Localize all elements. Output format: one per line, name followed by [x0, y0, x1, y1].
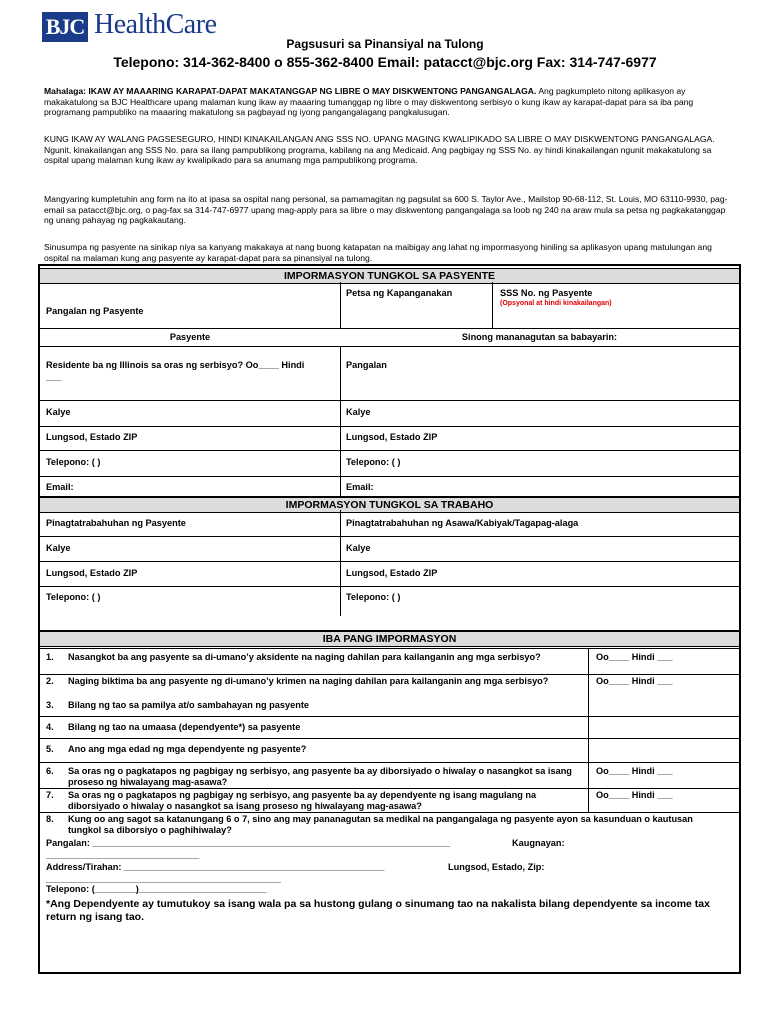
patient-email-label[interactable]: Email: — [46, 482, 74, 492]
intro-p1-text: Ang pagkumpleto nitong aplikasyon ay makakatulong sa BJC Healthcare upang malaman kung ikaw ay maaaring tumanggap ng libre o may diskwentong serbisyo o kung ikaw ay karapat-dapat para sa iba pang programang pampubliko na maaaring makatulong sa pagbayad ng iyong pangangalagang pangkalusugan. — [44, 86, 694, 118]
spouse-employer-street-label[interactable]: Kalye — [346, 543, 371, 553]
question-6: Sa oras ng o pagkatapos ng pagbigay ng serbisyo, ang pasyente ba ay diborsiyado o hiwalay o nasangkot sa isang proseso ng hiwalayang mag-asawa? — [68, 766, 572, 787]
question-8-number: 8. — [46, 814, 54, 824]
dob-label: Petsa ng Kapanganakan — [346, 288, 453, 298]
question-4[interactable]: Bilang ng tao na umaasa (dependyente*) sa pasyente — [68, 722, 301, 732]
guarantor-city-label[interactable]: Lungsod, Estado ZIP — [346, 432, 438, 442]
spouse-employer-phone-label[interactable]: Telepono: ( ) — [346, 592, 401, 602]
employer-street-label[interactable]: Kalye — [46, 543, 71, 553]
guarantor-name-label[interactable]: Pangalan — [346, 360, 387, 370]
logo-mark: BJC — [42, 12, 88, 42]
employer-phone-label[interactable]: Telepono: ( ) — [46, 592, 101, 602]
question-6-number: 6. — [46, 766, 54, 776]
dependent-footnote: *Ang Dependyente ay tumutukoy sa isang wala pa sa hustong gulang o sinumang tao na nakalista bilang dependyente sa income tax return ng isang tao. — [46, 898, 710, 923]
form-title: Pagsusuri sa Pinansiyal na Tulong — [286, 37, 484, 51]
question-7: Sa oras ng o pagkatapos ng pagbigay ng serbisyo, ang pasyente ba ay dependyente ng isang magulang na diborsiyado o hiwalay o nasangkot sa isang proseso ng hiwalayang mag-asawa? — [68, 790, 537, 811]
question-5[interactable]: Ano ang mga edad ng mga dependyente ng pasyente? — [68, 744, 307, 754]
column-patient-label: Pasyente — [169, 332, 211, 342]
other-info-section-heading: IBA PANG IMPORMASYON — [40, 630, 739, 647]
spouse-employer-city-label[interactable]: Lungsod, Estado ZIP — [346, 568, 438, 578]
question-1-number: 1. — [46, 652, 54, 662]
column-guarantor-label: Sinong mananagutan sa babayarin: — [461, 332, 618, 342]
ssn-optional-note: (Opsyonal at hindi kinakailangan) — [500, 300, 612, 307]
question-6-yes-no[interactable]: Oo____ Hindi ___ — [596, 766, 673, 776]
question-4-number: 4. — [46, 722, 54, 732]
important-notice: Mahalaga: IKAW AY MAAARING KARAPAT-DAPAT MAKATANGGAP NG LIBRE O MAY DISKWENTONG PANGANGALAGA. — [44, 86, 537, 96]
question-7-number: 7. — [46, 790, 54, 800]
responsible-name-field[interactable]: Pangalan: ______________________________________________________________________ — [46, 838, 451, 848]
patient-section-heading: IMPORMASYON TUNGKOL SA PASYENTE — [40, 268, 739, 284]
intro-paragraph-2: KUNG IKAW AY WALANG PAGSESEGURO, HINDI KINAKAILANGAN ANG SSS NO. UPANG MAGING KWALIPIKADO SA LIBRE O MAY DISKWENTONG PANGANGALAGA. Ngunit, kinakailangan ang SSS No. para sa ilang pampublikong programa, kabilang na ang Medicaid. Ang pagbigay ng SSS No. ay hindi kinakailangan ngunit makakatulong sa ospital upang malaman kung ikaw ay kwalipikado para sa anumang mga pampublikong programa. — [44, 134, 715, 166]
question-3[interactable]: Bilang ng tao sa pamilya at/o sambahayan ng pasyente — [68, 700, 309, 710]
ssn-label: SSS No. ng Pasyente — [500, 288, 593, 298]
intro-paragraph-1 — [44, 86, 734, 118]
intro-paragraph-3: Mangyaring kumpletuhin ang form na ito at ipasa sa ospital nang personal, sa pamamagitan ng pagsulat sa 600 S. Taylor Ave., Mailstop 90-68-112, St. Louis, MO 63110-9930, pag-email sa patacct@bjc.org, o pag-fax sa 314-747-6977 upang mag-apply para sa libre o may diskwentong pangangalaga sa loob ng 240 na araw mula sa petsa ng pagkakatanggap ng unang pahayag ng pagkakautang. — [44, 194, 728, 226]
relationship-label[interactable]: Kaugnayan: — [512, 838, 565, 848]
patient-name-label[interactable]: Pangalan ng Pasyente — [46, 306, 144, 316]
employer-city-label[interactable]: Lungsod, Estado ZIP — [46, 568, 138, 578]
city-state-zip-label[interactable]: Lungsod, Estado, Zip: — [448, 862, 545, 872]
patient-phone-label[interactable]: Telepono: ( ) — [46, 457, 101, 467]
spouse-employer-label[interactable]: Pinagtatrabahuhan ng Asawa/Kabiyak/Tagapag-alaga — [346, 518, 579, 528]
intro-paragraph-4: Sinusumpa ng pasyente na sinikap niya sa kanyang makakaya at nang buong katapatan na maibigay ang lahat ng impormasyong hiniling sa aplikasyon upang matulungan ang ospital na malaman kung ang pasyente ay karapat-dapat para sa pinansiyal na tulong. — [44, 242, 712, 263]
address-blank: ______________________________________________ — [46, 874, 282, 884]
guarantor-email-label[interactable]: Email: — [346, 482, 374, 492]
contact-line: Telepono: 314-362-8400 o 855-362-8400 Email: patacct@bjc.org Fax: 314-747-6977 — [113, 54, 657, 70]
address-field[interactable]: Address/Tirahan: ___________________________________________________ — [46, 862, 385, 872]
question-2-yes-no[interactable]: Oo____ Hindi ___ — [596, 676, 673, 686]
patient-employer-label[interactable]: Pinagtatrabahuhan ng Pasyente — [46, 518, 186, 528]
illinois-resident-question[interactable]: Residente ba ng Illinois sa oras ng serbisyo? Oo____ Hindi — [46, 360, 305, 370]
question-2: Naging biktima ba ang pasyente ng di-umano’y krimen na naging dahilan para kailanganin ang mga serbisyo? — [68, 676, 549, 686]
question-7-yes-no[interactable]: Oo____ Hindi ___ — [596, 790, 673, 800]
employment-section-heading: IMPORMASYON TUNGKOL SA TRABAHO — [40, 496, 739, 513]
illinois-resident-blank: ___ — [46, 372, 62, 382]
question-3-number: 3. — [46, 700, 54, 710]
responsible-name-blank: ______________________________ — [46, 850, 200, 860]
question-1: Nasangkot ba ang pasyente sa di-umano’y aksidente na naging dahilan para kailanganin ang mga serbisyo? — [68, 652, 541, 662]
question-8: Kung oo ang sagot sa katanungang 6 o 7, sino ang may pananagutan sa medikal na pangangalaga ng pasyente ayon sa kasunduan o kautusan tungkol sa diborsiyo o paghihiwalay? — [68, 814, 693, 835]
logo-wordmark: HealthCare — [94, 9, 217, 40]
responsible-phone-field[interactable]: Telepono: (________)_________________________ — [46, 884, 267, 894]
question-2-number: 2. — [46, 676, 54, 686]
guarantor-phone-label[interactable]: Telepono: ( ) — [346, 457, 401, 467]
question-1-yes-no[interactable]: Oo____ Hindi ___ — [596, 652, 673, 662]
guarantor-street-label[interactable]: Kalye — [346, 407, 371, 417]
patient-city-label[interactable]: Lungsod, Estado ZIP — [46, 432, 138, 442]
patient-street-label[interactable]: Kalye — [46, 407, 71, 417]
question-5-number: 5. — [46, 744, 54, 754]
